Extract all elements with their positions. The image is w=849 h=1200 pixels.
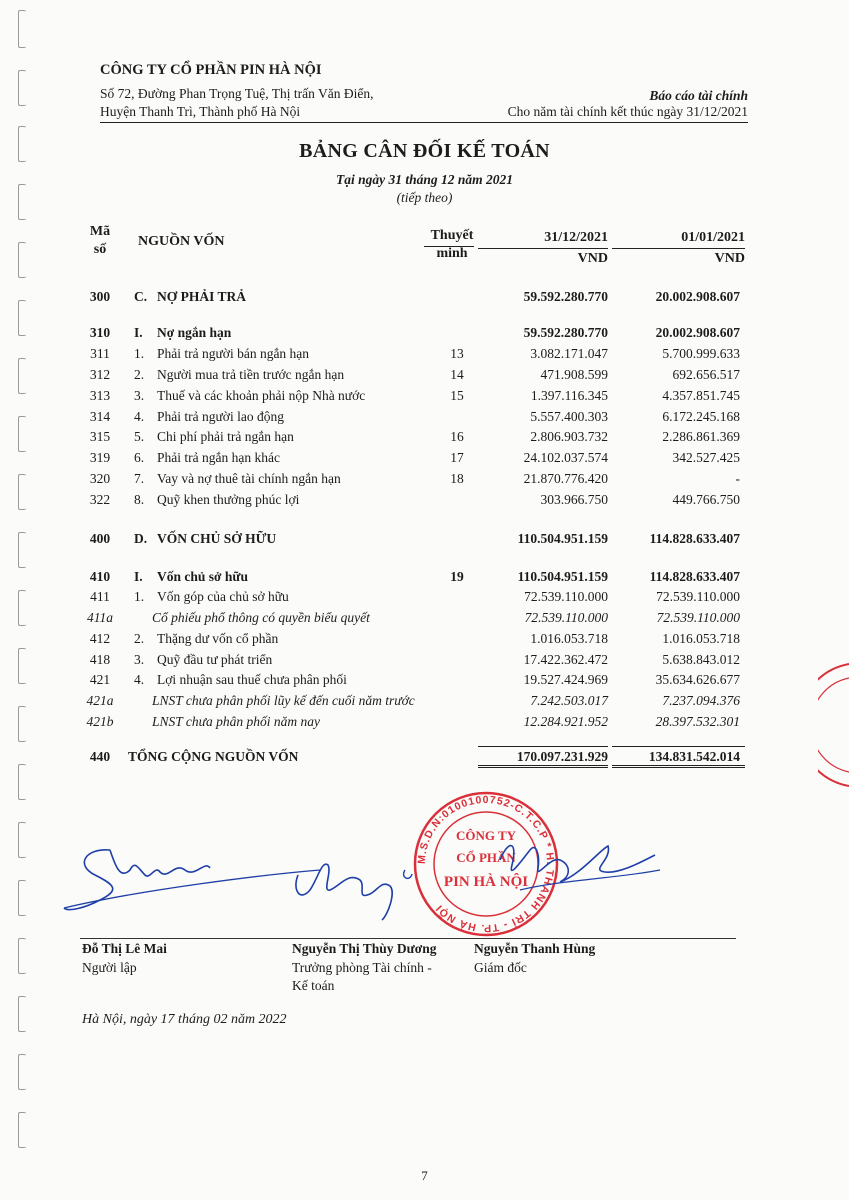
seal-line3: PIN HÀ NỘI [443, 874, 529, 890]
row-index: 7. [134, 471, 145, 486]
row-value-current: 3.082.171.047 [530, 346, 608, 361]
binder-mark [18, 1112, 26, 1148]
binder-mark [18, 10, 26, 48]
row-value-current: 59.592.280.770 [523, 289, 608, 304]
row-value-current: 110.504.951.159 [517, 569, 608, 584]
header-underline [612, 248, 745, 249]
signer-3-name: Nguyễn Thanh Hùng [474, 941, 596, 956]
binder-mark [18, 880, 26, 916]
row-label: Nợ ngắn hạn [157, 325, 232, 340]
row-value-prior: 342.527.425 [672, 450, 740, 465]
report-type: Báo cáo tài chính [649, 88, 748, 103]
column-header-v1-unit: VND [577, 251, 608, 266]
row-label: Thặng dư vốn cổ phần [157, 631, 279, 646]
document-subtitle: Tại ngày 31 tháng 12 năm 2021 [335, 172, 514, 187]
header-underline [478, 248, 608, 249]
row-value-current: 1.016.053.718 [530, 631, 608, 646]
signer-1-role: Người lập [82, 960, 137, 975]
table-row [80, 289, 760, 309]
row-value-prior: 5.638.843.012 [662, 652, 740, 667]
signer-2-name: Nguyễn Thị Thùy Dương [292, 941, 437, 956]
column-header-v2-unit: VND [714, 251, 745, 266]
binder-mark [18, 300, 26, 336]
row-value-prior: 7.237.094.376 [662, 693, 740, 708]
row-value-prior: 72.539.110.000 [656, 589, 740, 604]
row-value-prior: 134.831.542.014 [648, 749, 740, 764]
company-name: CÔNG TY CỔ PHẦN PIN HÀ NỘI [100, 62, 322, 78]
signer-1-name: Đỗ Thị Lê Mai [82, 941, 167, 956]
row-label: TỔNG CỘNG NGUỒN VỐN [128, 749, 299, 764]
row-code: 312 [89, 367, 111, 382]
table-row [80, 652, 760, 672]
row-value-prior: 692.656.517 [672, 367, 740, 382]
signer-2-role-2: Kế toán [292, 978, 335, 993]
row-index: 3. [134, 652, 145, 667]
row-label: Vốn chủ sở hữu [157, 569, 248, 584]
binder-mark [18, 938, 26, 974]
company-address-line2: Huyện Thanh Trì, Thành phố Hà Nội [100, 104, 301, 119]
row-code: 440 [89, 749, 111, 764]
signer-3-role: Giám đốc [474, 960, 527, 975]
column-header-name: NGUỒN VỐN [138, 234, 225, 249]
row-value-current: 2.806.903.732 [530, 429, 608, 444]
row-label: NỢ PHẢI TRẢ [157, 289, 247, 304]
binder-mark [18, 532, 26, 568]
row-label: Người mua trả tiền trước ngắn hạn [157, 367, 345, 382]
row-index: 8. [134, 492, 145, 507]
row-note: 13 [450, 346, 464, 361]
binder-mark [18, 590, 26, 626]
table-row [80, 409, 760, 429]
row-index: 2. [134, 367, 145, 382]
row-note: 16 [450, 429, 464, 444]
row-code: 421 [89, 672, 111, 687]
row-code: 314 [89, 409, 111, 424]
row-value-prior: - [735, 471, 740, 486]
row-code: 300 [89, 289, 111, 304]
row-code: 412 [89, 631, 111, 646]
row-code: 322 [89, 492, 111, 507]
handwritten-signatures [60, 820, 700, 930]
table-row [80, 610, 760, 630]
row-code: 421b [86, 714, 114, 729]
row-index: 5. [134, 429, 145, 444]
row-value-prior: 2.286.861.369 [662, 429, 740, 444]
row-value-current: 471.908.599 [540, 367, 608, 382]
row-label: Vay và nợ thuê tài chính ngắn hạn [157, 471, 341, 486]
column-header-note-2: minh [436, 246, 468, 261]
partial-stamp-edge [818, 660, 849, 790]
row-label: Phải trả người lao động [157, 409, 284, 424]
row-code: 400 [89, 531, 111, 546]
row-value-prior: 35.634.626.677 [655, 672, 740, 687]
row-value-prior: 72.539.110.000 [656, 610, 740, 625]
row-label: LNST chưa phân phối lũy kế đến cuối năm trước [152, 693, 415, 708]
binder-mark [18, 648, 26, 684]
row-value-prior: 4.357.851.745 [662, 388, 740, 403]
row-value-current: 72.539.110.000 [524, 610, 608, 625]
column-header-code: Mã [89, 224, 111, 239]
row-code: 421a [86, 693, 114, 708]
row-code: 418 [89, 652, 111, 667]
row-label: Chi phí phải trả ngắn hạn [157, 429, 294, 444]
row-index: I. [134, 325, 143, 340]
company-address-line1: Số 72, Đường Phan Trọng Tuệ, Thị trấn Văn Điển, [100, 86, 374, 101]
row-note: 18 [450, 471, 464, 486]
row-value-current: 7.242.503.017 [530, 693, 608, 708]
row-value-current: 110.504.951.159 [517, 531, 608, 546]
binder-mark [18, 822, 26, 858]
table-row-total [80, 749, 760, 769]
table-row [80, 429, 760, 449]
row-label: Cổ phiếu phổ thông có quyền biểu quyết [152, 610, 370, 625]
row-code: 315 [89, 429, 111, 444]
row-value-current: 12.284.921.952 [523, 714, 608, 729]
table-row [80, 531, 760, 551]
binder-mark [18, 242, 26, 278]
seal-line2: CỔ PHẦN [456, 850, 516, 865]
row-index: I. [134, 569, 143, 584]
row-note: 14 [450, 367, 464, 382]
table-row [80, 450, 760, 470]
row-label: Vốn góp của chủ sở hữu [157, 589, 289, 604]
row-index: 2. [134, 631, 145, 646]
row-code: 411a [87, 610, 113, 625]
table-row [80, 492, 760, 512]
row-index: C. [134, 289, 148, 304]
row-label: Lợi nhuận sau thuế chưa phân phối [157, 672, 347, 687]
row-value-current: 17.422.362.472 [523, 652, 608, 667]
row-value-current: 303.966.750 [540, 492, 608, 507]
row-index: D. [134, 531, 148, 546]
table-row [80, 672, 760, 692]
binder-mark [18, 474, 26, 510]
row-code: 320 [89, 471, 111, 486]
page-number: 7 [421, 1168, 428, 1183]
row-value-prior: 114.828.633.407 [649, 569, 740, 584]
document-title: BẢNG CÂN ĐỐI KẾ TOÁN [299, 140, 550, 162]
row-value-current: 21.870.776.420 [523, 471, 608, 486]
row-index: 3. [134, 388, 145, 403]
row-value-current: 5.557.400.303 [530, 409, 608, 424]
place-date: Hà Nội, ngày 17 tháng 02 năm 2022 [82, 1012, 287, 1027]
table-row [80, 589, 760, 609]
row-value-current: 19.527.424.969 [523, 672, 608, 687]
row-code: 319 [89, 450, 111, 465]
row-note: 17 [450, 450, 464, 465]
row-index: 6. [134, 450, 145, 465]
header-divider [100, 122, 748, 123]
table-row [80, 471, 760, 491]
row-label: Quỹ đầu tư phát triển [157, 652, 273, 667]
document-continued-note: (tiếp theo) [396, 190, 453, 205]
column-header-v1-date: 31/12/2021 [544, 230, 608, 245]
row-label: LNST chưa phân phối năm nay [152, 714, 320, 729]
signature-divider [80, 938, 736, 939]
table-row [80, 693, 760, 713]
signer-2-role: Trưởng phòng Tài chính - [292, 960, 432, 975]
report-period: Cho năm tài chính kết thúc ngày 31/12/2021 [507, 104, 748, 119]
header-underline [424, 246, 474, 247]
row-index: 4. [134, 672, 145, 687]
table-row [80, 714, 760, 734]
binder-mark [18, 1054, 26, 1090]
row-index: 1. [134, 346, 145, 361]
row-value-current: 1.397.116.345 [530, 388, 608, 403]
row-value-prior: 1.016.053.718 [662, 631, 740, 646]
row-value-current: 24.102.037.574 [523, 450, 608, 465]
table-row [80, 569, 760, 589]
row-value-prior: 449.766.750 [672, 492, 740, 507]
binder-mark [18, 764, 26, 800]
row-label: Thuế và các khoản phải nộp Nhà nước [157, 388, 366, 403]
row-code: 410 [89, 569, 111, 584]
row-value-prior: 28.397.532.301 [655, 714, 740, 729]
column-header-code-2: số [93, 242, 107, 257]
row-label: Phải trả ngắn hạn khác [157, 450, 280, 465]
row-value-current: 72.539.110.000 [524, 589, 608, 604]
binder-mark [18, 358, 26, 394]
row-index: 1. [134, 589, 145, 604]
row-value-current: 170.097.231.929 [516, 749, 608, 764]
binder-mark [18, 416, 26, 452]
row-index: 4. [134, 409, 145, 424]
table-row [80, 388, 760, 408]
table-row [80, 367, 760, 387]
seal-line1: CÔNG TY [455, 828, 517, 843]
seal-ring-text: M.S.D.N:0100100752-C.T.C.P * H. THANH TRÌ - TP. HÀ NỘI [415, 793, 557, 935]
row-code: 310 [89, 325, 111, 340]
row-value-prior: 20.002.908.607 [655, 325, 740, 340]
row-value-prior: 114.828.633.407 [649, 531, 740, 546]
row-label: Phải trả người bán ngắn hạn [157, 346, 310, 361]
table-row [80, 346, 760, 366]
row-note: 15 [450, 388, 464, 403]
binder-mark [18, 70, 26, 106]
row-note: 19 [450, 569, 464, 584]
binder-mark [18, 996, 26, 1032]
row-label: Quỹ khen thưởng phúc lợi [157, 492, 300, 507]
row-value-prior: 5.700.999.633 [662, 346, 740, 361]
table-row [80, 631, 760, 651]
row-code: 411 [90, 589, 110, 604]
column-header-note: Thuyết [430, 228, 474, 243]
binder-mark [18, 706, 26, 742]
row-value-prior: 20.002.908.607 [655, 289, 740, 304]
row-code: 311 [90, 346, 110, 361]
row-code: 313 [89, 388, 111, 403]
column-header-v2-date: 01/01/2021 [681, 230, 745, 245]
row-label: VỐN CHỦ SỞ HỮU [157, 531, 277, 546]
row-value-prior: 6.172.245.168 [662, 409, 740, 424]
table-row [80, 325, 760, 345]
row-value-current: 59.592.280.770 [523, 325, 608, 340]
